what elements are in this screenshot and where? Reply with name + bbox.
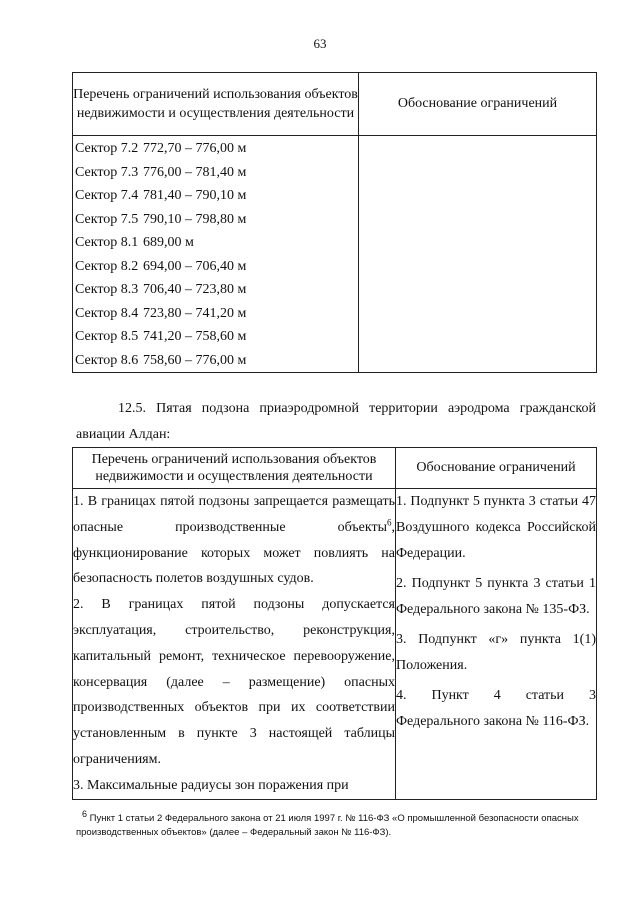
footnote-divider [76,799,224,800]
sector-range: 741,20 – 758,60 м [143,329,247,344]
table-row [73,349,358,373]
justification-item: 3. Подпункт «г» пункта 1(1) Положения. [396,632,596,673]
table1-header-restrictions: Перечень ограничений использования объектов недвижимости и осуществления деятельности [73,73,359,136]
page-number: 63 [313,36,327,51]
sector-range: 706,40 – 723,80 м [143,282,247,297]
restrictions-table-sectors [72,72,597,373]
justification-text-cell [396,489,597,800]
footnote-text: Пункт 1 статьи 2 Федерального закона от 21 июля 1997 г. № 116-ФЗ «О промышленной безопасности опасных производственных объектов» (далее – Федеральный закон № 116-ФЗ). [76,813,579,838]
sector-range: 776,00 – 781,40 м [143,164,247,180]
justification-item: 2. Подпункт 5 пункта 3 статьи 1 Федерального закона № 135-ФЗ. [396,576,596,617]
sector-name: Сектор 8.5 [75,329,139,344]
restriction-paragraph: 1. В границах пятой подзоны запрещается размещать опасные производственные объекты$^6$, функционирование которых может повлиять на безопасность полетов воздушных судов. [73,494,395,587]
table-row [73,278,358,302]
table-row [73,302,358,326]
table1-header-justification: Обоснование ограничений [359,73,597,136]
sector-range: 781,40 – 790,10 м [143,188,247,203]
section-heading: 12.5. Пятая подзона приаэродромной территории аэродрома гражданской авиации Алдан: [76,401,596,442]
footnote-mark: 6 [82,808,88,819]
table1-justification-cell [359,136,597,373]
restriction-paragraph: 3. Максимальные радиусы зон поражения при [73,777,349,793]
sector-name: Сектор 8.6 [75,352,139,368]
justification-item: 4. Пункт 4 статьи 3 Федерального закона № 116-ФЗ. [396,688,596,729]
table2-header-justification: Обоснование ограничений [396,448,597,489]
sector-range: 689,00 м [143,235,194,250]
restrictions-table-fifth-subzone [72,447,597,800]
sector-range: 790,10 – 798,80 м [143,211,247,227]
table2-header-restrictions: Перечень ограничений использования объектов недвижимости и осуществления деятельности [73,448,396,489]
sector-range: 723,80 – 741,20 м [143,305,247,321]
table-row [73,137,358,161]
sector-range: 772,70 – 776,00 м [143,141,247,156]
table-row [73,255,358,279]
footnote-ref: 6 [387,517,392,528]
sector-name: Сектор 7.4 [75,188,139,203]
sector-range: 694,00 – 706,40 м [143,258,247,274]
table-row [73,161,358,185]
sector-name: Сектор 8.2 [75,258,139,274]
footnote [76,808,596,840]
table-row [73,208,358,232]
table-row [73,325,358,349]
restriction-paragraph: 2. В границах пятой подзоны допускается эксплуатация, строительство, реконструкция, капитальный ремонт, техническое перевооружение, консервация (далее – размещение) опасных производственных объектов при их соответствии установленным в пункте 3 настоящей таблицы ограничениям. [73,597,395,767]
table-row [73,231,358,255]
sector-name: Сектор 7.3 [75,164,139,180]
sector-range: 758,60 – 776,00 м [143,352,247,368]
sector-list [73,136,359,373]
table-row [73,184,358,208]
sector-name: Сектор 7.2 [75,141,139,156]
sector-name: Сектор 8.3 [75,282,139,297]
restrictions-text-cell [73,489,396,800]
justification-item: 1. Подпункт 5 пункта 3 статьи 47 Воздушного кодекса Российской Федерации. [396,494,596,561]
sector-name: Сектор 8.1 [75,235,139,250]
sector-name: Сектор 8.4 [75,305,139,321]
sector-name: Сектор 7.5 [75,211,139,227]
